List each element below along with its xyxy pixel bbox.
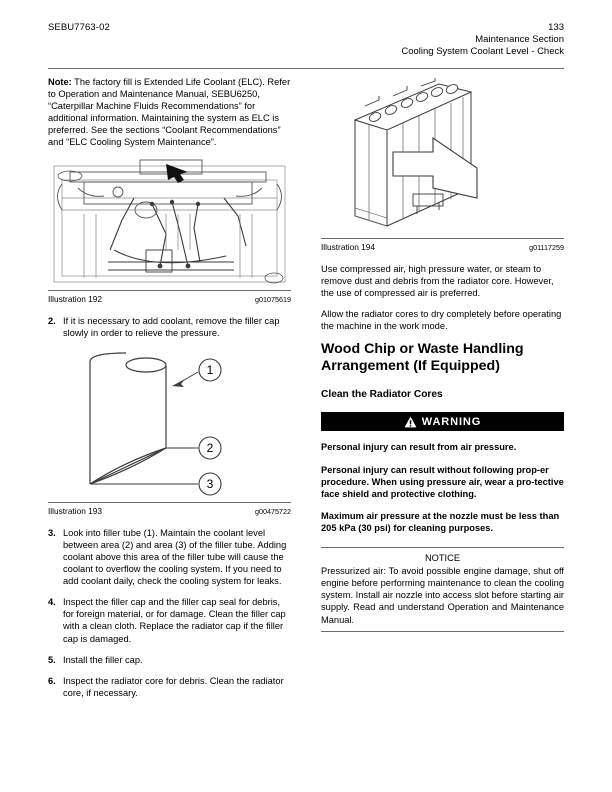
warning-triangle-icon xyxy=(404,416,417,428)
warning-paragraph-3: Maximum air pressure at the nozzle must be less than 205 kPa (30 psi) for cleaning purposes. xyxy=(321,510,560,533)
step-item xyxy=(48,527,291,587)
step-item xyxy=(48,596,291,644)
radiator-core-air-nozzle-diagram xyxy=(321,76,564,234)
figure-illustration-192 xyxy=(48,158,291,304)
step-number: 2. xyxy=(48,315,56,326)
note-paragraph xyxy=(48,76,291,149)
left-column xyxy=(48,76,291,708)
step-number: 6. xyxy=(48,675,56,686)
figure-illustration-194 xyxy=(321,76,564,252)
right-paragraph-1: Use compressed air, high pressure water, or steam to remove dust and debris from the radiator core. However, the use of compressed air is preferred. xyxy=(321,264,554,299)
header-right-block xyxy=(401,22,564,57)
sub-section-title: Clean the Radiator Cores xyxy=(321,389,443,401)
step-text: Inspect the filler cap and the filler cap seal for debris, for foreign material, or for damage. Clean the filler cap with a clean cloth. Replace the radiator cap if the filler cap is damaged. xyxy=(63,597,286,644)
notice-title: NOTICE xyxy=(424,553,461,564)
illustration-192-label: Illustration 192 xyxy=(48,293,102,304)
step-number: 5. xyxy=(48,654,56,665)
callout-1: 1 xyxy=(206,362,214,377)
step-text: If it is necessary to add coolant, remove the filler cap slowly in order to relieve the pressure. xyxy=(63,315,280,338)
callout-3: 3 xyxy=(206,476,214,491)
page-header xyxy=(48,22,564,62)
caption-divider-194 xyxy=(321,238,564,239)
notice-body: Pressurized air: To avoid possible engine damage, shut off engine before performing maintenance to clean the cooling system. Install air nozzle into access slot before starting air supply. Read and understand Operation and Maintenance Manual. xyxy=(321,566,564,625)
step-text: Inspect the radiator core for debris. Clean the radiator core, if necessary. xyxy=(63,675,284,698)
caption-193 xyxy=(48,506,291,516)
section-title: Wood Chip or Waste Handling Arrangement (If Equipped) xyxy=(321,341,524,375)
illustration-194-label: Illustration 194 xyxy=(321,242,375,252)
step-text: Look into filler tube (1). Maintain the coolant level between area (2) and area (3) of the filler tube. Adding coolant above this area of the filler tube will cause the coolant to overflow the cooling system. If you need to add coolant daily, check the cooling system for leaks. xyxy=(63,527,287,587)
illustration-193-label: Illustration 193 xyxy=(48,505,102,516)
radiator-top-view-photo xyxy=(48,158,291,286)
document-id: SEBU7763-02 xyxy=(48,22,110,33)
warning-banner xyxy=(321,412,564,431)
illustration-194-code: g01117259 xyxy=(529,243,564,252)
page-number: 133 xyxy=(548,22,564,33)
caption-divider-193 xyxy=(48,502,291,503)
notice-block xyxy=(321,547,564,632)
note-text: The factory fill is Extended Life Coolant (ELC). Refer to Operation and Maintenance Manual, SEBU6250, “Caterpillar Machine Fluids Recommendations” for additional information. Maintaining the system as ELC is preferred. See the sections “Coolant Recommendations” and “ELC Cooling System Maintenance”. xyxy=(48,77,291,148)
step-number: 3. xyxy=(48,527,56,538)
step-item xyxy=(48,675,291,699)
step-text: Install the filler cap. xyxy=(63,654,143,665)
caption-divider-192 xyxy=(48,290,291,291)
filler-tube-diagram xyxy=(48,348,291,498)
section-name: Maintenance Section xyxy=(475,33,564,45)
warning-paragraph-1: Personal injury can result from air pressure. xyxy=(321,442,517,453)
right-paragraph-2: Allow the radiator cores to dry completely before operating the machine in the work mode. xyxy=(321,309,562,332)
illustration-192-code: g01075619 xyxy=(255,294,291,304)
header-divider xyxy=(48,68,564,69)
right-column xyxy=(321,76,564,632)
warning-paragraph-2: Personal injury can result without following prop-er procedure. When using pressure air, wear a pro-tective face shield and protective clothing. xyxy=(321,464,564,499)
warning-label: WARNING xyxy=(421,415,482,428)
caption-192 xyxy=(48,294,291,304)
caption-194 xyxy=(321,242,564,252)
step-item xyxy=(48,654,291,666)
figure-illustration-193 xyxy=(48,348,291,516)
step-number: 4. xyxy=(48,597,56,608)
step-item xyxy=(48,315,291,339)
note-label: Note: xyxy=(48,77,72,87)
callout-2: 2 xyxy=(206,440,214,455)
topic-name: Cooling System Coolant Level - Check xyxy=(401,45,564,57)
illustration-193-code: g00475722 xyxy=(255,506,291,516)
